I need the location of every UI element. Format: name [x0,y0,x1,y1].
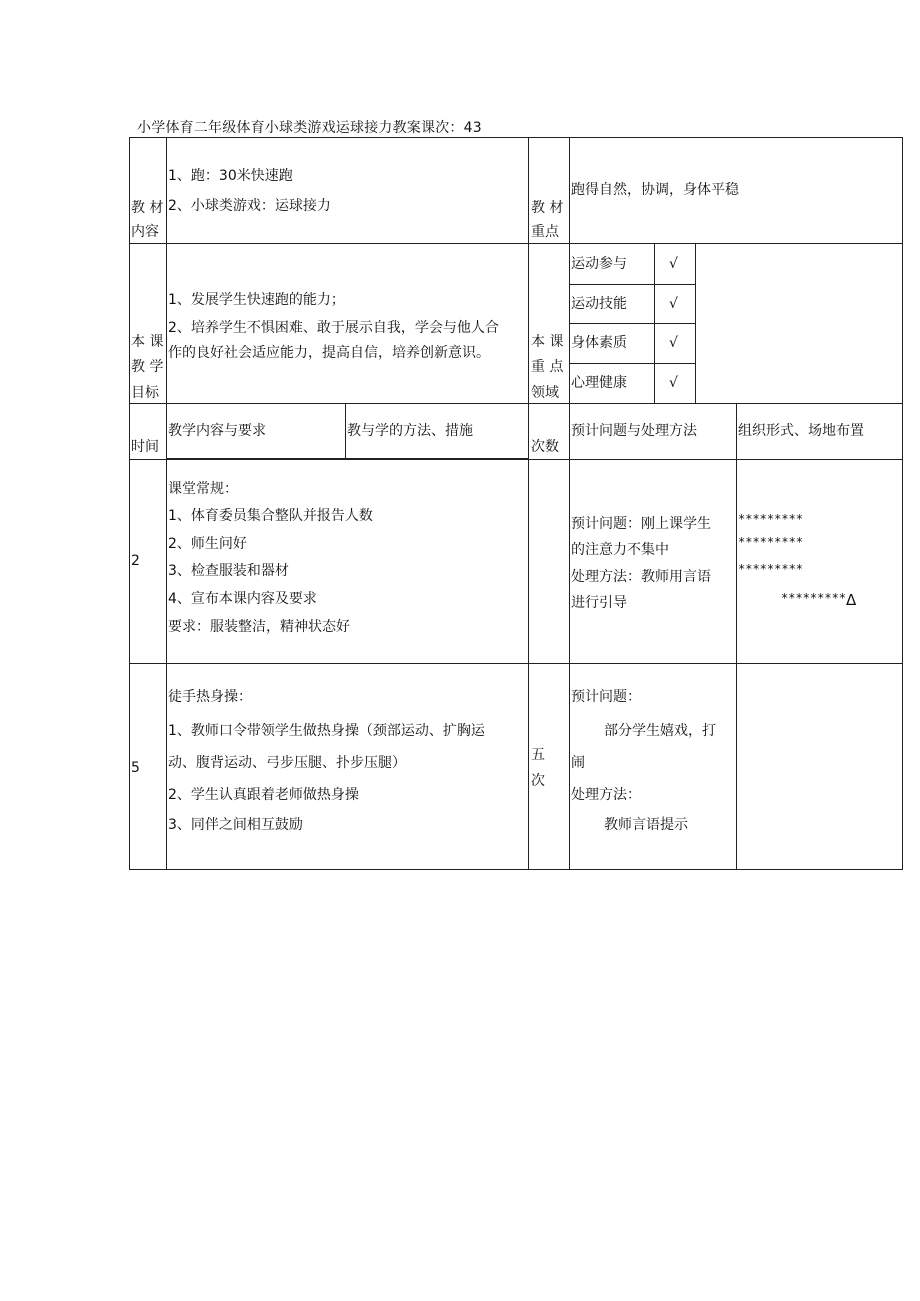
header-org: 组织形式、场地布置 [738,423,864,439]
content-line: 3、同伴之间相互鼓励 [168,817,303,833]
header-count: 次数 [531,439,559,455]
teacher-marker-icon: Δ [846,591,857,609]
problem-line: 的注意力不集中 [571,542,669,558]
row3-time: 2 [131,553,140,569]
header-method: 教与学的方法、措施 [347,423,473,439]
problem-line: 预计问题： [571,689,641,705]
domain-name: 运动技能 [571,296,627,312]
domain-check: √ [669,296,678,312]
count-line: 五 [531,747,545,763]
problem-line: 教师言语提示 [604,817,688,833]
domain-label-line: 领域 [531,385,559,401]
domain-label-line: 重 点 [531,359,564,375]
content-line: 动、腹背运动、弓步压腿、扑步压腿） [168,755,406,771]
content-line: 4、宣布本课内容及要求 [168,591,317,607]
domain-label-line: 本 课 [531,334,564,350]
problem-line: 处理方法： [571,787,641,803]
content-line: 2、学生认真跟着老师做热身操 [168,787,359,803]
domain-name: 心理健康 [571,375,627,391]
content-line: 1、体育委员集合整队并报告人数 [168,508,373,524]
goal-line: 作的良好社会适应能力，提高自信，培养创新意识。 [168,345,490,361]
problem-line: 处理方法：教师用言语 [571,569,711,585]
problem-line: 部分学生嬉戏，打 [604,723,716,739]
content-item: 1、跑：30米快速跑 [168,168,293,184]
focus-label-a: 教 材 [531,200,564,216]
goal-label-line: 本 课 [131,334,164,350]
goal-line: 2、培养学生不惧困难、敢于展示自我，学会与他人合 [168,320,499,336]
formation-row: ********* [781,591,847,605]
problem-line: 预计问题：刚上课学生 [571,516,711,532]
content-line: 1、教师口令带领学生做热身操（颈部运动、扩胸运 [168,723,485,739]
page-title: 小学体育二年级体育小球类游戏运球接力教案课次：43 [137,120,482,136]
count-line: 次 [531,773,545,789]
content-line: 2、师生问好 [168,536,247,552]
row1-label-a: 教 材 [131,200,164,216]
header-content: 教学内容与要求 [168,423,266,439]
domain-check: √ [669,256,678,272]
content-line: 要求：服装整洁，精神状态好 [168,619,350,635]
header-time: 时间 [131,439,159,455]
content-item: 2、小球类游戏：运球接力 [168,198,331,214]
formation-row: ********* [738,512,804,526]
formation-row: ********* [738,535,804,549]
domain-check: √ [669,375,678,391]
focus-label-b: 重点 [531,224,559,240]
problem-line: 进行引导 [571,595,627,611]
goal-line: 1、发展学生快速跑的能力； [168,292,345,308]
goal-label-line: 教 学 [131,359,164,375]
content-line: 3、检查服装和器材 [168,563,289,579]
domain-check: √ [669,335,678,351]
focus-text: 跑得自然，协调，身体平稳 [571,182,739,198]
row1-label-b: 内容 [131,224,159,240]
header-problem: 预计问题与处理方法 [571,423,697,439]
goal-label-line: 目标 [131,385,159,401]
formation-row: ********* [738,562,804,576]
domain-name: 运动参与 [571,256,627,272]
domain-name: 身体素质 [571,335,627,351]
content-line: 课堂常规： [168,481,238,497]
row4-time: 5 [131,760,140,776]
problem-line: 闹 [571,755,585,771]
content-line: 徒手热身操： [168,689,252,705]
